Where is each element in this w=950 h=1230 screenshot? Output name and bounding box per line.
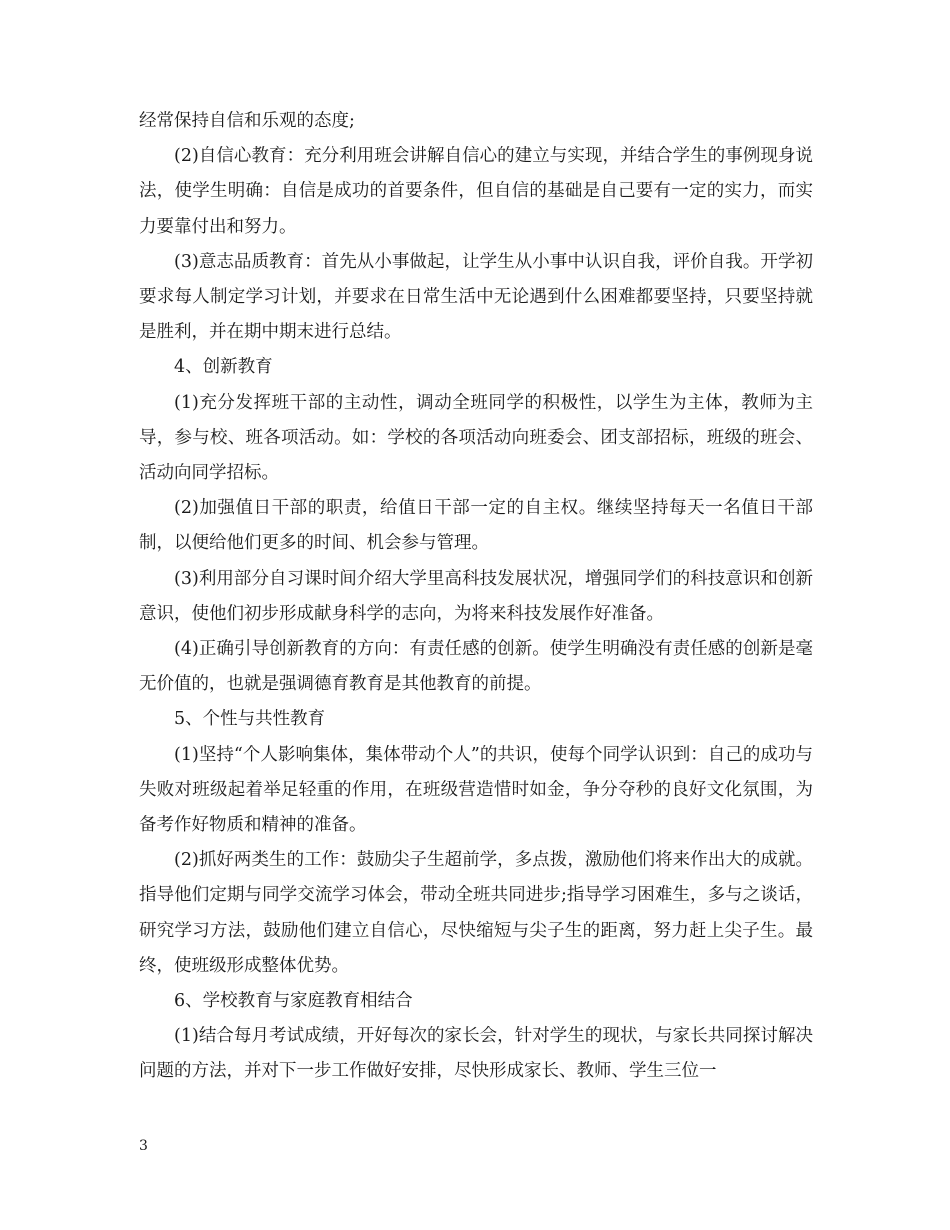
document-body xyxy=(139,104,813,1090)
paragraph: (4)正确引导创新教育的方向：有责任感的创新。使学生明确没有责任感的创新是毫无价值的，也就是强调德育教育是其他教育的前提。 xyxy=(139,639,813,695)
paragraph: (3)意志品质教育：首先从小事做起，让学生从小事中认识自我，评价自我。开学初要求每人制定学习计划，并要求在日常生活中无论遇到什么困难都要坚持，只要坚持就是胜利，并在期中期末进行总结。 xyxy=(139,251,813,343)
paragraph: (2)抓好两类生的工作：鼓励尖子生超前学，多点拨，激励他们将来作出大的成就。指导他们定期与同学交流学习体会，带动全班共同进步;指导学习困难生，多与之谈话，研究学习方法，鼓励他们建立自信心，尽快缩短与尖子生的距离，努力赶上尖子生。最终，使班级形成整体优势。 xyxy=(139,850,813,976)
paragraph: (3)利用部分自习课时间介绍大学里高科技发展状况，增强同学们的科技意识和创新意识，使他们初步形成献身科学的志向，为将来科技发展作好准备。 xyxy=(139,568,813,624)
paragraph: 经常保持自信和乐观的态度; xyxy=(139,111,355,131)
section-heading: 5、个性与共性教育 xyxy=(174,709,326,730)
section-heading: 4、创新教育 xyxy=(174,357,273,378)
page-number: 3 xyxy=(139,1138,148,1154)
paragraph: (1)坚持“个人影响集体，集体带动个人”的共识，使每个同学认识到：自己的成功与失败对班级起着举足轻重的作用，在班级营造惜时如金，争分夺秒的良好文化氛围，为备考作好物质和精神的准备。 xyxy=(139,744,813,836)
paragraph: (2)加强值日干部的职责，给值日干部一定的自主权。继续坚持每天一名值日干部制，以便给他们更多的时间、机会参与管理。 xyxy=(139,498,813,554)
section-heading: 6、学校教育与家庭教育相结合 xyxy=(174,991,413,1012)
paragraph: (2)自信心教育：充分利用班会讲解自信心的建立与实现，并结合学生的事例现身说法，使学生明确：自信是成功的首要条件，但自信的基础是自己要有一定的实力，而实力要靠付出和努力。 xyxy=(139,146,813,237)
paragraph: (1)结合每月考试成绩，开好每次的家长会，针对学生的现状，与家长共同探讨解决问题的方法，并对下一步工作做好安排，尽快形成家长、教师、学生三位一 xyxy=(139,1026,813,1082)
paragraph: (1)充分发挥班干部的主动性，调动全班同学的积极性，以学生为主体，教师为主导，参与校、班各项活动。如：学校的各项活动向班委会、团支部招标，班级的班会、活动向同学招标。 xyxy=(139,392,813,484)
